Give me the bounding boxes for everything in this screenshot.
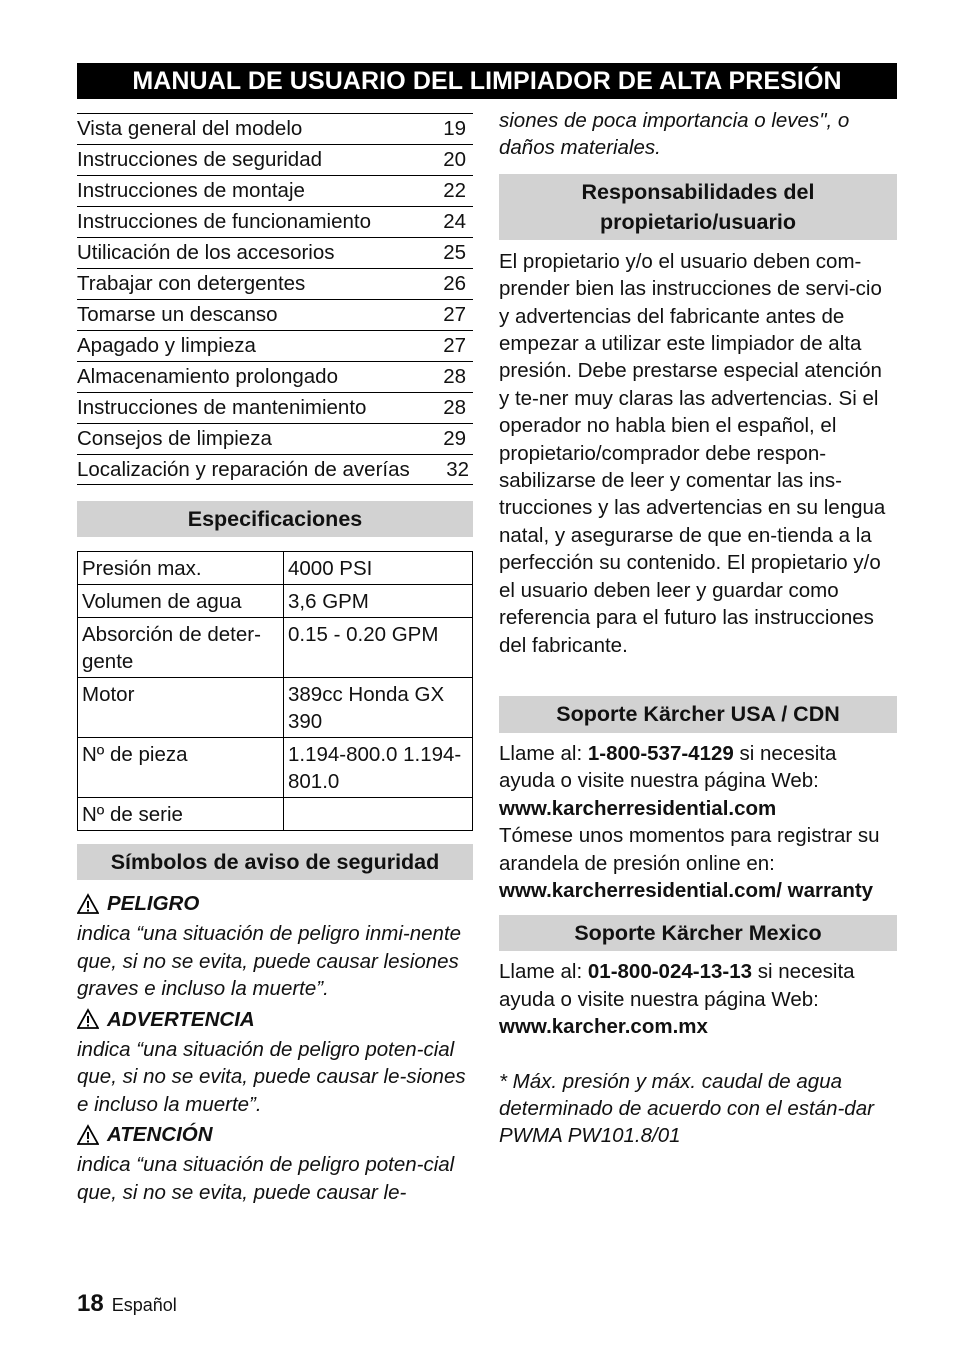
spec-value: 3,6 GPM [284,585,473,618]
call-suffix: si necesita ayuda o visite nuestra página Web: [499,741,837,793]
mexico-support-text [499,958,897,1040]
toc-page: 27 [443,334,466,357]
toc-label: Tomarse un descanso [77,303,278,326]
warning-triangle-icon [77,1008,99,1030]
table-row [78,552,473,585]
owner-heading: Responsabilidades del propietario/usuario [499,174,897,240]
spec-key: Absorción de deter-gente [78,618,284,678]
toc-page: 28 [443,396,466,419]
atencion-text: indica “una situación de peligro poten-cial que, si no se evita, puede causar le- [77,1153,455,1204]
toc-row [77,454,473,485]
spec-value: 389cc Honda GX 390 [284,678,473,738]
toc-page: 20 [443,148,466,171]
peligro-heading [77,890,473,917]
symbols-heading: Símbolos de aviso de seguridad [77,844,473,880]
toc-page: 32 [446,457,469,481]
toc-row [77,423,473,454]
atencion-heading [77,1121,473,1148]
toc-label: Instrucciones de funcionamiento [77,210,372,233]
toc-label: Almacenamiento prolongado [77,365,338,388]
toc-row [77,361,473,392]
advertencia-text: indica “una situación de peligro poten-cial que, si no se evita, puede causar le-siones e incluso la muerte”. [77,1037,466,1116]
toc-row [77,330,473,361]
toc-page: 29 [443,427,466,450]
left-column [77,113,473,1206]
toc-row [77,175,473,206]
toc-label: Vista general del modelo [77,117,303,140]
call-prefix: Llame al: [499,960,588,984]
spec-key: Nº de serie [78,798,284,831]
spec-value: 4000 PSI [284,552,473,585]
right-column [499,107,897,1150]
toc-row [77,113,473,144]
usa-support-heading: Soporte Kärcher USA / CDN [499,696,897,733]
peligro-title: PELIGRO [107,892,200,915]
toc-label: Apagado y limpieza [77,334,256,357]
atencion-title: ATENCIÓN [107,1123,213,1146]
page-footer [77,1290,177,1318]
warning-triangle-icon [77,1124,99,1146]
call-prefix: Llame al: [499,741,588,765]
usa-support-text [499,740,897,904]
toc-row [77,268,473,299]
toc-row [77,299,473,330]
toc-label: Localización y reparación de averías [77,457,410,481]
toc-label: Instrucciones de seguridad [77,148,323,171]
spec-key: Volumen de agua [78,585,284,618]
owner-text: El propietario y/o el usuario deben com-prender bien las instrucciones de servi-cio y advertencias del fabricante antes de empezar a utilizar este limpiador de alta presión. Debe prestarse especial atención y te-ner muy claras las advertencias. Si el operador no habla bien el español, el propietario/comprador debe respon-sabilizarse de leer y comentar las ins-trucciones y las advertencias en su lengua natal, y asegurarse de que en-tienda a la perfección su contenido. El propietario y/o el usuario deben leer y guardar como referencia para el futuro las instrucciones del fabricante. [499,249,886,657]
spec-value: 1.194-800.0 1.194-801.0 [284,738,473,798]
mexico-support-heading: Soporte Kärcher Mexico [499,915,897,951]
toc-page: 26 [443,272,466,295]
toc-page: 19 [443,117,466,140]
toc-page: 24 [443,210,466,233]
toc-label: Instrucciones de mantenimiento [77,396,367,419]
toc-row [77,237,473,268]
usa-website-link[interactable]: www.karcherresidential.com [499,796,777,820]
warranty-link[interactable]: www.karcherresidential.com/ warranty [499,878,874,902]
toc-row [77,144,473,175]
table-row [78,618,473,678]
spec-key: Presión max. [78,552,284,585]
peligro-text: indica “una situación de peligro inmi-nente que, si no se evita, puede causar lesiones graves e incluso la muerte”. [77,922,462,1000]
call-suffix: si necesita ayuda o visite nuestra página Web: [499,960,855,1011]
table-row [78,738,473,798]
spec-value [284,798,473,831]
toc-label: Utilicación de los accesorios [77,241,335,264]
toc-page: 27 [443,303,466,326]
page-number: 18 [77,1290,104,1317]
table-row [78,798,473,831]
specs-heading: Especificaciones [77,501,473,537]
page-title: MANUAL DE USUARIO DEL LIMPIADOR DE ALTA PRESIÓN [77,63,897,99]
spec-value: 0.15 - 0.20 GPM [284,618,473,678]
toc-label: Consejos de limpieza [77,427,272,450]
advertencia-title: ADVERTENCIA [107,1007,255,1031]
advertencia-heading [77,1006,473,1033]
atencion-text-continued: siones de poca importancia o leves", o daños materiales. [499,109,850,160]
register-text: Tómese unos momentos para registrar su arandela de presión online en: [499,824,880,875]
footnote: * Máx. presión y máx. caudal de agua determinado de acuerdo con el están-dar PWMA PW101.8/01 [499,1069,874,1148]
footer-language: Español [111,1295,177,1315]
toc-label: Trabajar con detergentes [77,272,306,295]
mexico-website-link[interactable]: www.karcher.com.mx [499,1015,708,1039]
toc-page: 25 [443,241,466,264]
toc-page: 28 [443,365,466,388]
table-row [78,585,473,618]
table-row [78,678,473,738]
toc-label: Instrucciones de montaje [77,179,305,202]
table-of-contents [77,113,473,485]
toc-page: 22 [443,179,466,202]
specs-table [77,551,473,831]
mexico-phone: 01-800-024-13-13 [587,960,753,984]
toc-row [77,392,473,423]
toc-row [77,206,473,237]
usa-phone: 1-800-537-4129 [587,741,734,765]
spec-key: Nº de pieza [78,738,284,798]
warning-triangle-icon [77,893,99,915]
spec-key: Motor [78,678,284,738]
